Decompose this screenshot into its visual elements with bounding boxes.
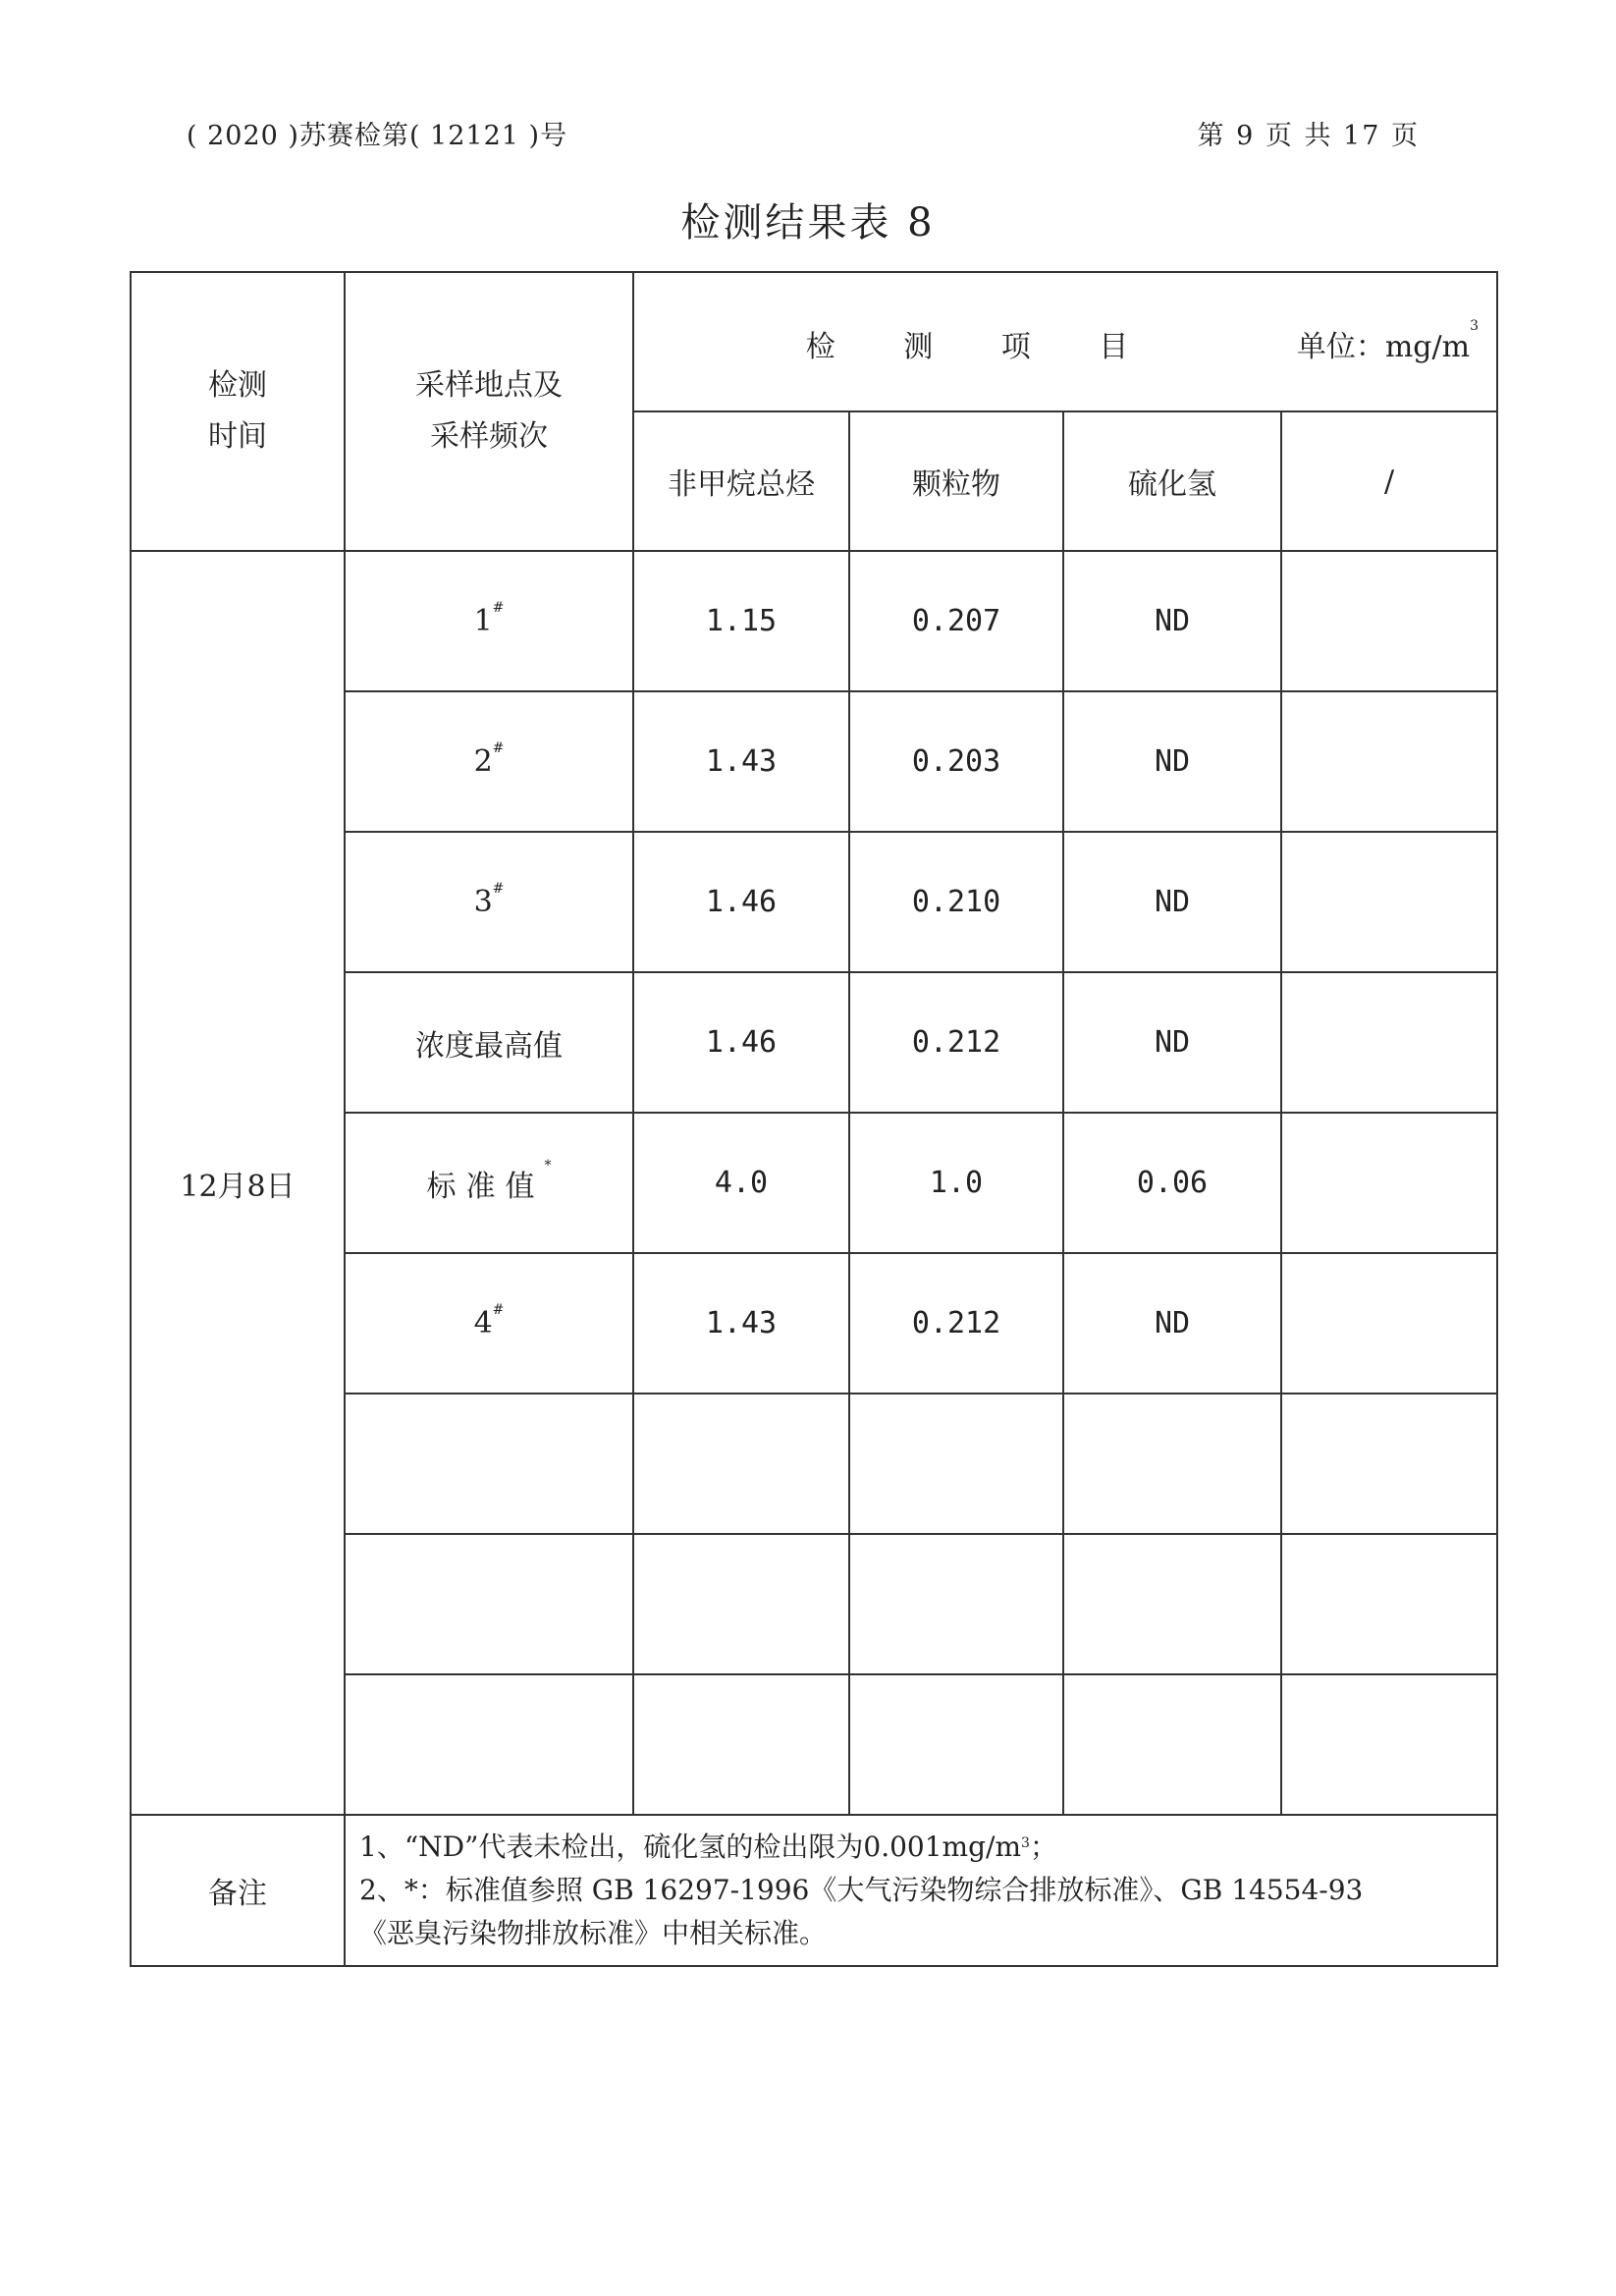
location-cell (345, 551, 633, 691)
location-cell (345, 1394, 633, 1534)
value-nmhc: 1.46 (633, 972, 849, 1113)
header-sampling-location-line2: 采样频次 (430, 419, 548, 454)
header-nmhc: 非甲烷总烃 (633, 411, 849, 551)
value-blank (1281, 832, 1497, 972)
remarks-row (131, 1815, 1497, 1966)
value-h2s: ND (1063, 832, 1281, 972)
location-superscript: * (544, 1157, 552, 1174)
value-particulate: 0.203 (849, 691, 1063, 832)
table-title: 检测结果表 8 (680, 200, 936, 246)
location-cell (345, 1674, 633, 1815)
value-particulate: 0.210 (849, 832, 1063, 972)
value-h2s: ND (1063, 691, 1281, 832)
location-text: 3 (473, 885, 493, 919)
value-h2s: ND (1063, 972, 1281, 1113)
value-nmhc: 4.0 (633, 1113, 849, 1253)
header-h2s: 硫化氢 (1063, 411, 1281, 551)
table-row (131, 551, 1497, 691)
remarks-line-2: 2、*：标准值参照 GB 16297-1996《大气污染物综合排放标准》、GB 14554-93 (359, 1874, 1364, 1906)
header-blank: / (1281, 411, 1497, 551)
location-cell (345, 691, 633, 832)
value-particulate: 0.212 (849, 972, 1063, 1113)
location-text: 标准值 (426, 1169, 545, 1204)
value-nmhc: 1.15 (633, 551, 849, 691)
value-particulate (849, 1394, 1063, 1534)
location-text: 浓度最高值 (415, 1028, 563, 1064)
value-nmhc (633, 1534, 849, 1674)
remarks-line-1-end: ； (1029, 1831, 1057, 1863)
location-cell (345, 1534, 633, 1674)
value-nmhc (633, 1674, 849, 1815)
results-table (130, 271, 1498, 1967)
value-particulate (849, 1674, 1063, 1815)
value-blank (1281, 972, 1497, 1113)
date-cell: 12月8日 (131, 551, 345, 1815)
report-number: ( 2020 )苏赛检第( 12121 )号 (187, 121, 568, 151)
value-blank (1281, 691, 1497, 832)
value-blank (1281, 1253, 1497, 1394)
location-cell (345, 972, 633, 1113)
value-h2s: ND (1063, 1253, 1281, 1394)
unit-superscript: 3 (1470, 318, 1479, 334)
location-text: 2 (473, 744, 493, 779)
page-indicator: 第 9 页 共 17 页 (1197, 121, 1420, 151)
value-blank (1281, 1534, 1497, 1674)
location-superscript: # (492, 881, 505, 897)
remarks-label: 备注 (131, 1815, 345, 1966)
unit-text: 单位：mg/m (1296, 330, 1471, 364)
header-test-items (633, 272, 1497, 411)
header-detect-time-line1: 检测 (208, 368, 267, 403)
remarks-line-1 (359, 1826, 1482, 1869)
remarks-line-3: 《恶臭污染物排放标准》中相关标准。 (359, 1917, 828, 1949)
location-cell (345, 1113, 633, 1253)
location-superscript: # (492, 740, 505, 756)
value-h2s: ND (1063, 551, 1281, 691)
header-detect-time-line2: 时间 (208, 419, 267, 454)
value-nmhc (633, 1394, 849, 1534)
location-text: 4 (473, 1306, 493, 1340)
value-blank (1281, 1674, 1497, 1815)
value-nmhc: 1.43 (633, 1253, 849, 1394)
header-sampling-location (345, 272, 633, 551)
test-items-title: 检 测 项 目 (805, 330, 1158, 364)
value-blank (1281, 551, 1497, 691)
location-cell (345, 832, 633, 972)
location-cell (345, 1253, 633, 1394)
location-superscript: # (492, 1302, 505, 1318)
value-particulate: 0.212 (849, 1253, 1063, 1394)
header-detect-time (131, 272, 345, 551)
location-text: 1 (473, 604, 493, 638)
value-nmhc: 1.46 (633, 832, 849, 972)
unit-label (1296, 318, 1479, 365)
remarks-line-1-superscript: 3 (1021, 1835, 1030, 1851)
value-h2s: 0.06 (1063, 1113, 1281, 1253)
value-particulate (849, 1534, 1063, 1674)
remarks-line-1-text: 1、“ND”代表未检出，硫化氢的检出限为0.001mg/m (359, 1831, 1022, 1863)
value-nmhc: 1.43 (633, 691, 849, 832)
value-h2s (1063, 1534, 1281, 1674)
value-blank (1281, 1394, 1497, 1534)
value-particulate: 0.207 (849, 551, 1063, 691)
remarks-content (345, 1815, 1497, 1966)
value-particulate: 1.0 (849, 1113, 1063, 1253)
header-particulate: 颗粒物 (849, 411, 1063, 551)
value-h2s (1063, 1674, 1281, 1815)
value-h2s (1063, 1394, 1281, 1534)
header-sampling-location-line1: 采样地点及 (415, 368, 563, 403)
location-superscript: # (492, 600, 505, 616)
value-blank (1281, 1113, 1497, 1253)
